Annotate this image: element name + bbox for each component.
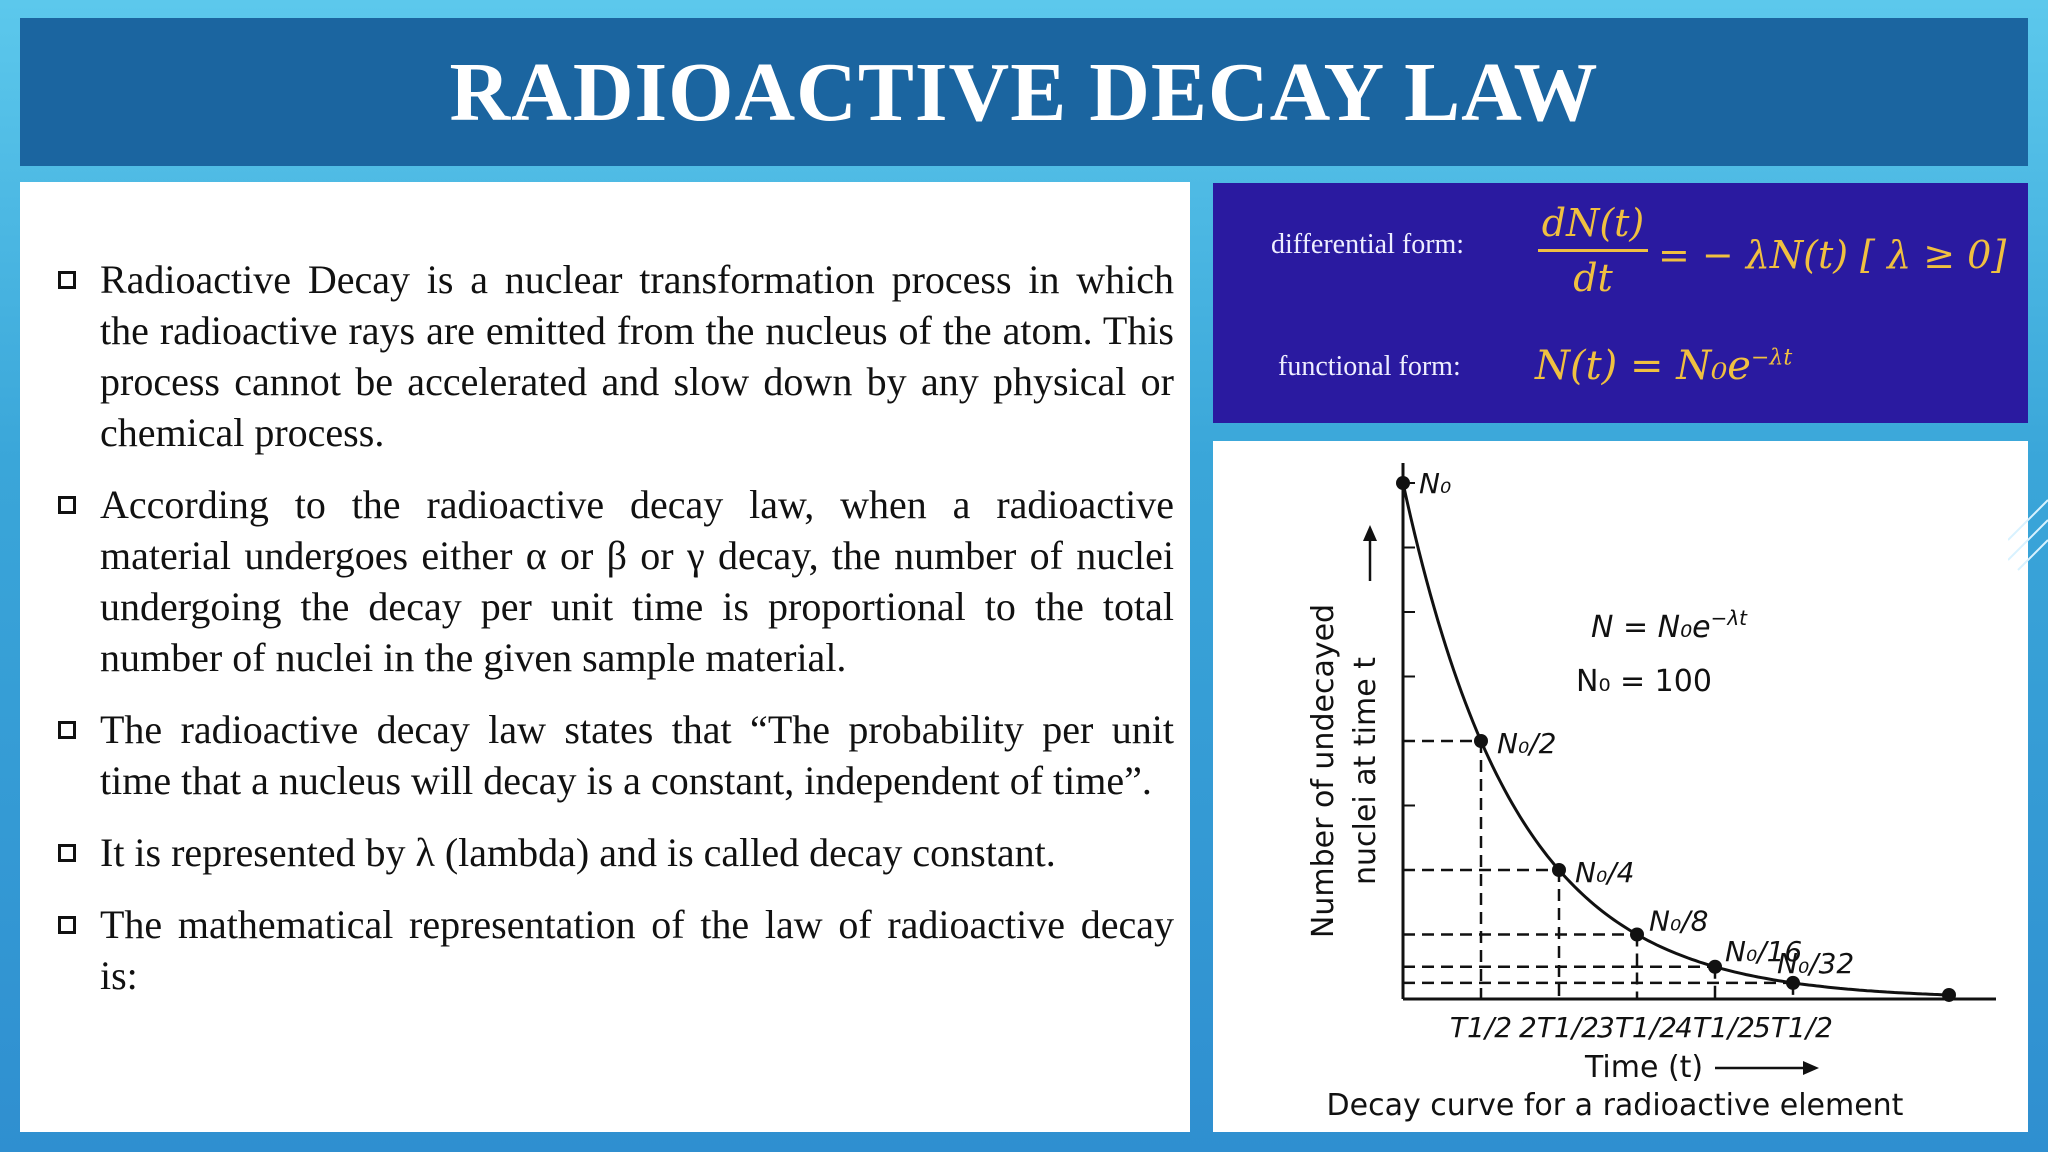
checkbox-bullet-icon [58, 721, 76, 739]
data-point [1396, 476, 1410, 490]
point-label: N₀ [1419, 467, 1452, 500]
fraction-bar [1538, 249, 1648, 252]
bullet-text: Radioactive Decay is a nuclear transformation process in which the radioactive rays are emitted from the nucleus of the atom. This process cannot be accelerated and slow down by any physical or chemical process. [100, 257, 1174, 455]
decorative-stripes [2008, 480, 2048, 600]
deco-stripe [2008, 500, 2048, 540]
data-point [1708, 960, 1722, 974]
fraction-denominator: dt [1573, 256, 1613, 300]
slide-title: RADIOACTIVE DECAY LAW [449, 45, 1599, 139]
y-label-line2: nuclei at time t [1348, 657, 1383, 885]
text-panel [20, 182, 1190, 1132]
checkbox-bullet-icon [58, 844, 76, 862]
y-axis-label [1306, 604, 1383, 938]
bullet-item [50, 899, 1174, 1001]
differential-form-label: differential form: [1271, 229, 1465, 260]
title-bar [20, 18, 2028, 166]
x-tick-label: 5T1/2 [1753, 1011, 1833, 1044]
bullet-item [50, 704, 1174, 806]
initial-value-text: N₀ = 100 [1576, 664, 1712, 699]
formula-panel [1213, 183, 2028, 423]
fraction [1538, 201, 1648, 300]
y-ticks [1403, 483, 1415, 935]
checkbox-bullet-icon [58, 496, 76, 514]
x-tick-labels [1450, 1011, 1833, 1044]
point-label: N₀/16 [1725, 934, 1803, 968]
bullet-item [50, 254, 1174, 458]
y-label-arrow-head-icon [1363, 525, 1377, 541]
decay-chart [1213, 441, 2028, 1132]
point-label: N₀/4 [1575, 856, 1635, 889]
x-label-arrow-head-icon [1803, 1061, 1819, 1075]
point-label: N₀/8 [1649, 904, 1709, 938]
differential-rhs: = − λN(t) [ λ ≥ 0] [1658, 233, 2007, 277]
bullet-item [50, 479, 1174, 683]
bullet-text: It is represented by λ (lambda) and is called decay constant. [100, 830, 1056, 875]
data-point [1474, 734, 1488, 748]
functional-equation [1535, 343, 1792, 389]
x-axis-label: Time (t) [1585, 1050, 1704, 1085]
functional-form-label: functional form: [1278, 351, 1461, 382]
decay-chart-panel [1213, 441, 2028, 1132]
bullet-text: According to the radioactive decay law, when a radioactive material undergoes either α or β or γ decay, the number of nuclei undergoing the decay per unit time is proportional to the total number of nuclei in the given sample material. [100, 482, 1174, 680]
chart-title: Decay curve for a radioactive element [1326, 1088, 1904, 1123]
fraction-numerator: dN(t) [1541, 201, 1645, 245]
point-label: N₀/2 [1497, 727, 1557, 760]
data-point [1630, 928, 1644, 942]
y-label-line1: Number of undecayed [1306, 603, 1341, 939]
x-tick-label: 3T1/2 [1597, 1011, 1677, 1044]
checkbox-bullet-icon [58, 916, 76, 934]
x-tick-label: T1/2 [1449, 1011, 1513, 1044]
checkbox-bullet-icon [58, 271, 76, 289]
bullet-item [50, 827, 1174, 878]
point-label: N₀/32 [1777, 946, 1855, 980]
functional-equation-base: N(t) = N₀e [1535, 343, 1751, 389]
data-point [1552, 863, 1566, 877]
data-point [1942, 988, 1956, 1002]
x-tick-label: 4T1/2 [1675, 1011, 1755, 1044]
equation-text [1591, 606, 1748, 645]
equation-base: N = N₀e [1591, 610, 1711, 645]
bullet-text: The mathematical representation of the law of radioactive decay is: [100, 902, 1174, 998]
equation-exponent: −λt [1710, 606, 1748, 630]
deco-stripe [2008, 520, 2048, 560]
x-tick-label: 2T1/2 [1519, 1011, 1599, 1044]
functional-equation-exponent: −λt [1750, 345, 1793, 371]
bullet-text: The radioactive decay law states that “The probability per unit time that a nucleus will decay is a constant, independent of time”. [100, 707, 1174, 803]
